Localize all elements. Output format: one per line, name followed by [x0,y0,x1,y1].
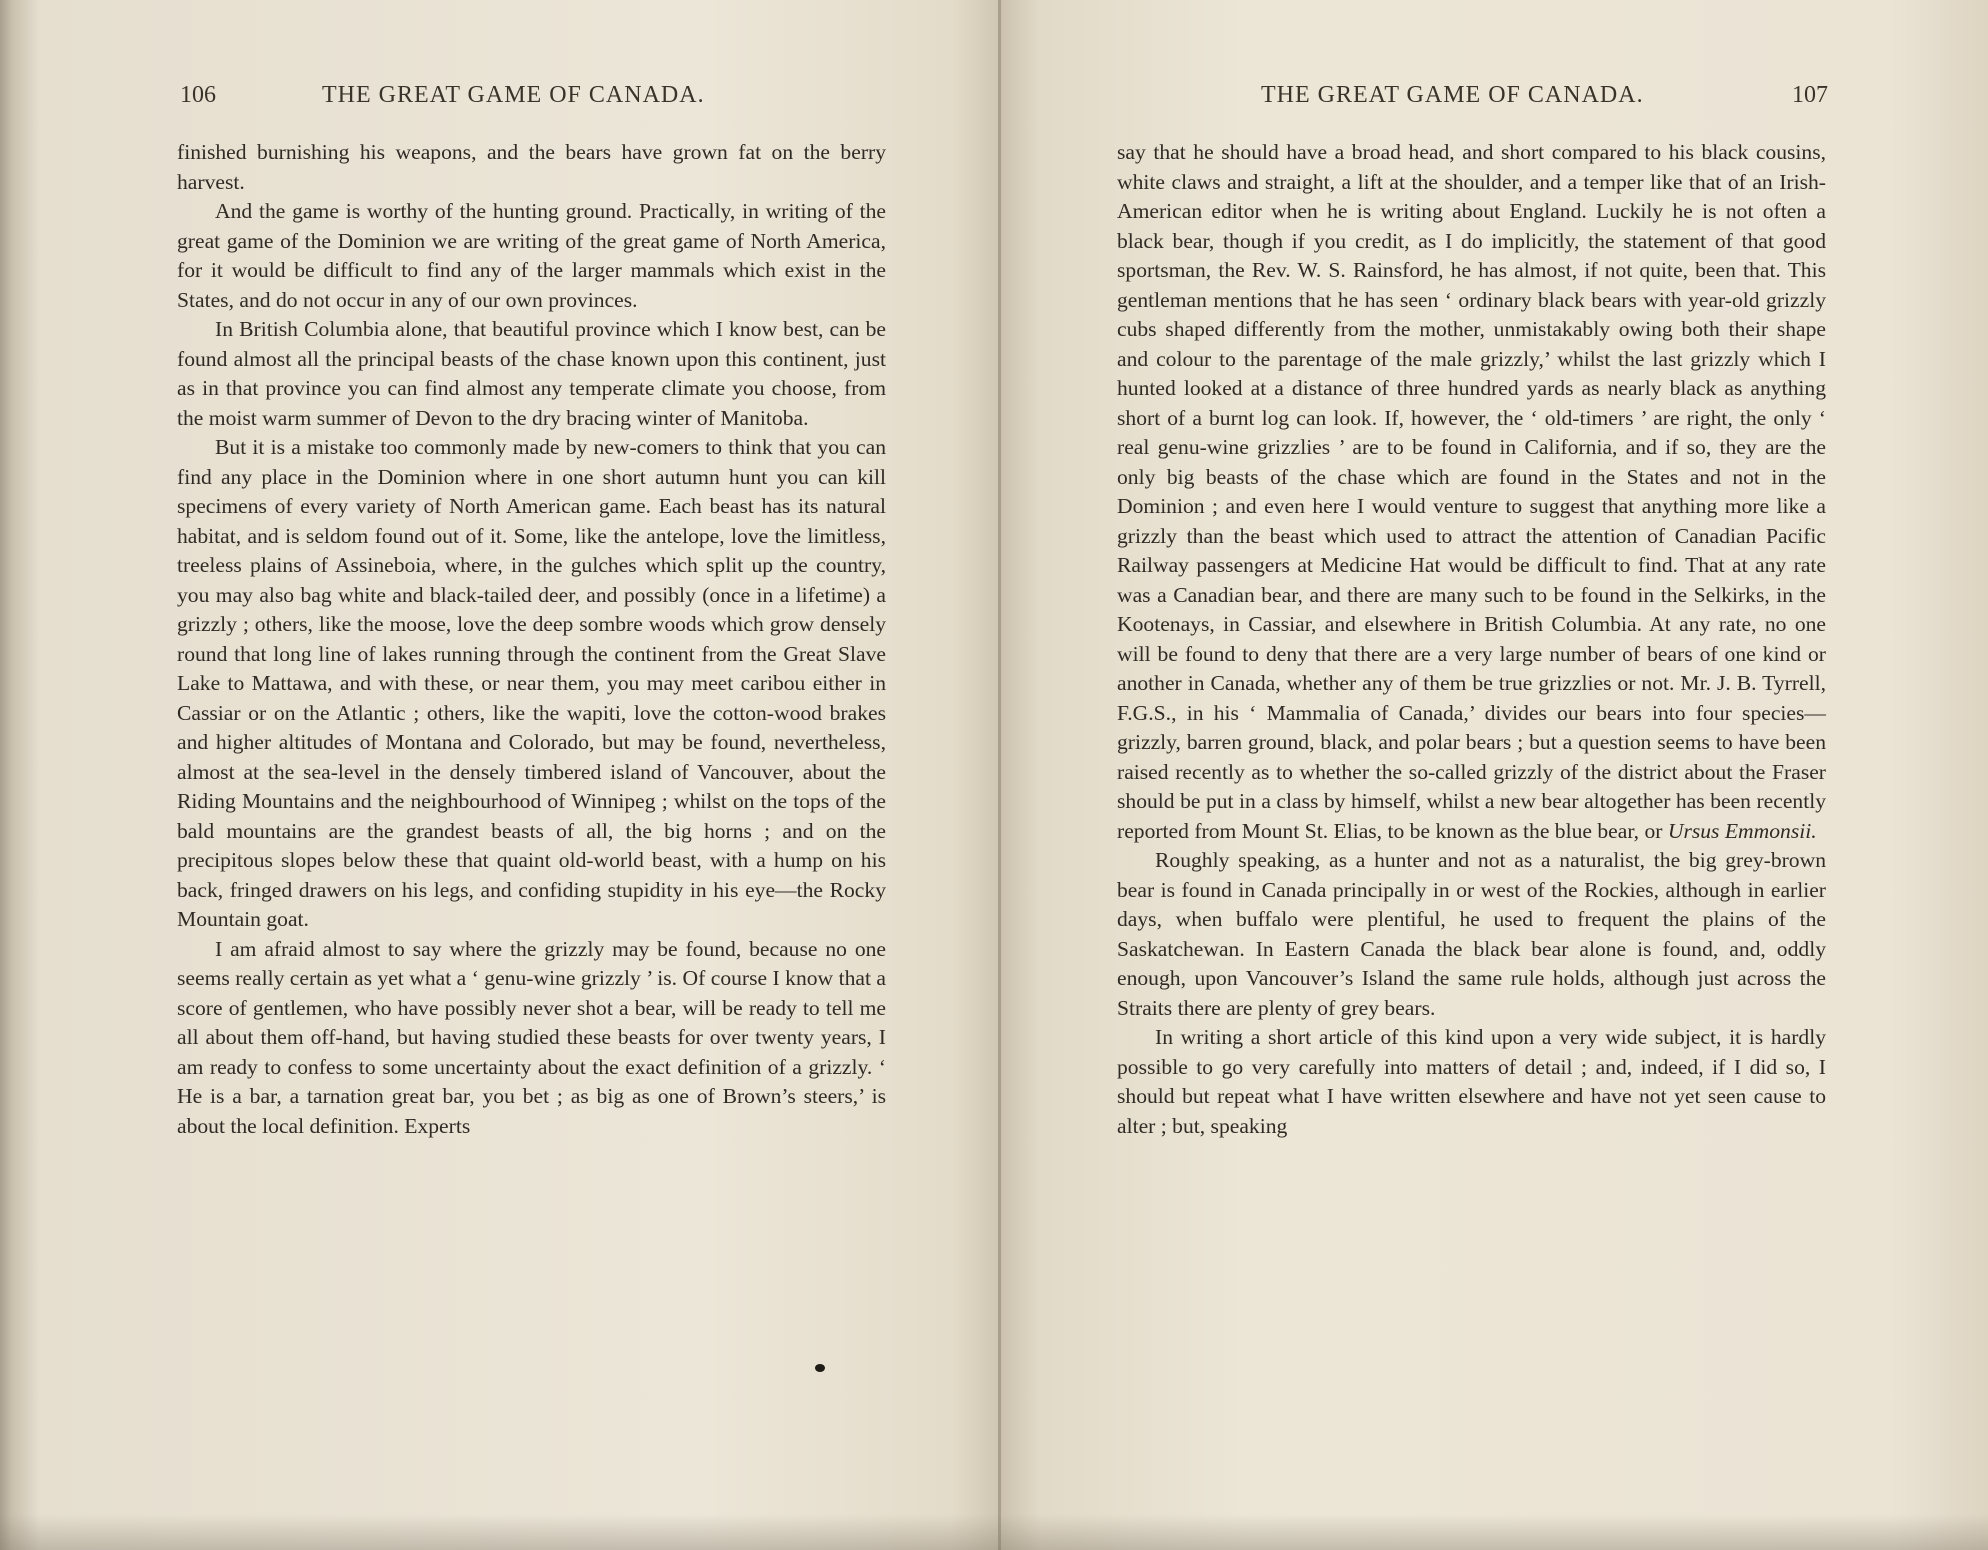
ink-mark [815,1364,825,1372]
paragraph: I am afraid almost to say where the grizzly may be found, because no one seems really certain as yet what a ‘ genu-wine grizzly ’ is. Of course I know that a score of gentlemen, who have possibly never shot a bear, will be ready to tell me all about them off-hand, but having studied these beasts for over twenty years, I am ready to confess to some uncertainty about the exact definition of a grizzly. ‘ He is a bar, a tarnation great bar, you bet ; as big as one of Brown’s steers,’ is about the local definition. Experts [177,936,886,1138]
paragraph-continued [1117,138,1826,846]
left-page-body [177,138,886,1141]
paragraph: In British Columbia alone, that beautiful province which I know best, can be found almost all the principal beasts of the chase known upon this continent, just as in that province you can find almost any temperate climate you choose, from the moist warm summer of Devon to the dry bracing winter of Manitoba. [177,317,886,430]
right-page-body [1117,138,1826,1141]
paragraph: Roughly speaking, as a hunter and not as a naturalist, the big grey-brown bear is found in Canada principally in or west of the Rockies, although in earlier days, when buffalo were plentiful, he used to frequent the plains of the Saskatchewan. In Eastern Canada the black bear alone is found, and, oddly enough, upon Vancouver’s Island the same rule holds, although just across the Straits there are plenty of grey bears. [1117,848,1826,1020]
paragraph: finished burnishing his weapons, and the bears have grown fat on the berry harvest. [177,140,886,194]
species-name: Ursus Emmonsii. [1667,818,1817,843]
paragraph-text: say that he should have a broad head, and short compared to his black cousins, white claws and straight, a lift at the shoulder, and a temper like that of an Irish-American editor when he is writing about England. Luckily he is not often a black bear, though if you credit, as I do implicitly, the statement of that good sportsman, the Rev. W. S. Rainsford, he has almost, if not quite, been that. This gentleman mentions that he has seen ‘ ordinary black bears with year-old grizzly cubs shaped differently from the mother, unmistakably owing both their shape and colour to the parentage of the male grizzly,’ whilst the last grizzly which I hunted looked at a distance of three hundred yards as nearly black as anything short of a burnt log can look. If, however, the ‘ old-timers ’ are right, the only ‘ real genu-wine grizzlies ’ are to be found in California, and if so, they are the only big beasts of the chase which are found in the States and not in the Dominion ; and even here I would venture to suggest that anything more like a grizzly than the beast which used to attract the attention of Canadian Pacific Railway passengers at Medicine Hat would be difficult to find. That at any rate was a Canadian bear, and there are many such to be found in the Selkirks, in the Kootenays, in Cassiar, and elsewhere in British Columbia. At any rate, no one will be found to deny that there are a very large number of bears of one kind or another in Canada, whether any of them be true grizzlies or not. Mr. J. B. Tyrrell, F.G.S., in his ‘ Mammalia of Canada,’ divides our bears into four species—grizzly, barren ground, black, and polar bears ; but a question seems to have been raised recently as to whether the so-called grizzly of the district about the Fraser should be put in a class by himself, whilst a new bear altogether has been recently reported from Mount St. Elias, to be known as the blue bear, or [1117,140,1826,843]
paragraph: In writing a short article of this kind upon a very wide subject, it is hardly possible to go very carefully into matters of detail ; and, indeed, if I did so, I should but repeat what I have written elsewhere and have not yet seen cause to alter ; but, speaking [1117,1025,1826,1138]
running-head: THE GREAT GAME OF CANADA. [1261,82,1644,108]
paragraph: But it is a mistake too commonly made by new-comers to think that you can find any place in the Dominion where in one short autumn hunt you can kill specimens of every variety of North American game. Each beast has its natural habitat, and is seldom found out of it. Some, like the antelope, love the limitless, treeless plains of Assineboia, where, in the gulches which split up the country, you may also bag white and black-tailed deer, and possibly (once in a lifetime) a grizzly ; others, like the moose, love the deep sombre woods which grow densely round that long line of lakes running through the continent from the Great Slave Lake to Mattawa, and with these, or near them, you may meet caribou either in Cassiar or on the Atlantic ; others, like the wapiti, love the cotton-wood brakes and higher altitudes of Montana and Colorado, but may be found, nevertheless, almost at the sea-level in the densely timbered island of Vancouver, about the Riding Mountains and the neighbourhood of Winnipeg ; whilst on the tops of the bald mountains are the grandest beasts of all, the big horns ; and on the precipitous slopes below these that quaint old-world beast, with a hump on his back, fringed drawers on his legs, and confiding stupidity in his eye—the Rocky Mountain goat. [177,435,886,931]
right-page [1001,0,1988,1550]
running-head: THE GREAT GAME OF CANADA. [322,82,705,108]
page-edge-shadow [0,1514,1988,1550]
page-number: 107 [1792,82,1828,108]
page-number: 106 [180,82,216,108]
paragraph: And the game is worthy of the hunting ground. Practically, in writing of the great game of the Dominion we are writing of the great game of North America, for it would be difficult to find any of the larger mammals which exist in the States, and do not occur in any of our own provinces. [177,199,886,312]
